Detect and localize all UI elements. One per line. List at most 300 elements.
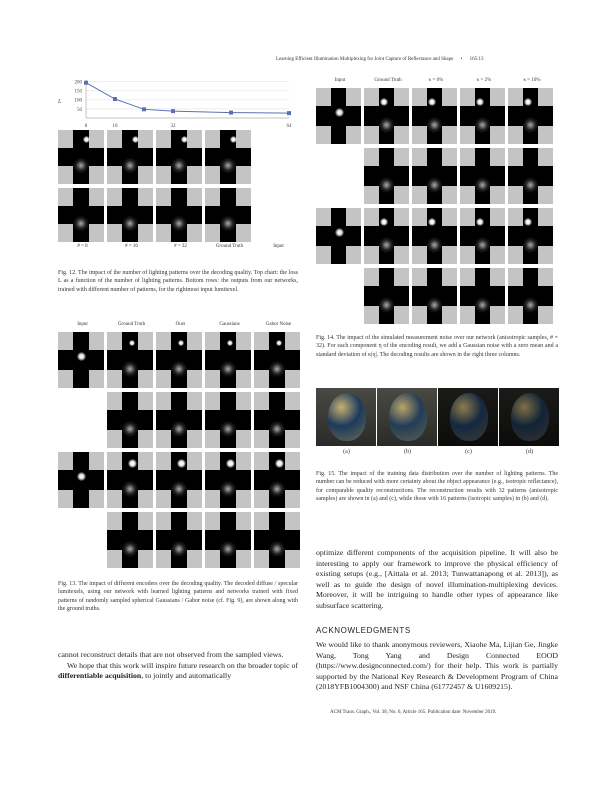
gray-corner <box>538 208 553 226</box>
gray-corner <box>412 246 427 264</box>
diffuse-glow <box>523 177 538 192</box>
fig14-label: Input <box>334 78 346 83</box>
gray-corner <box>187 430 202 448</box>
diffuse-glow <box>379 237 394 252</box>
paragraph <box>58 661 298 682</box>
gray-corner <box>442 88 457 106</box>
gray-corner <box>460 268 475 286</box>
diffuse-glow <box>269 541 285 557</box>
fig12-loss-chart <box>54 76 304 132</box>
diffuse-glow <box>122 481 138 497</box>
specular-highlight <box>177 459 186 468</box>
fig12-caption: Fig. 12. The impact of the number of lighting patterns over the decoding quality. Top chart: the loss L as a function of the number of lighting patterns. Bottom rows: the outputs from our networks, trained with different number of patterns, for the rightmost input lumitexel. <box>58 270 298 293</box>
fig15-render <box>316 388 376 446</box>
lumitexel-tile <box>412 268 457 324</box>
gray-corner <box>254 430 269 448</box>
gray-corner <box>156 370 171 388</box>
fig13-label: Ground Truth <box>117 322 146 327</box>
fig13-label: Input <box>77 322 88 327</box>
data-point <box>287 111 291 115</box>
diffuse-glow <box>220 541 236 557</box>
gray-corner <box>107 550 122 568</box>
fig15-labels <box>316 449 560 459</box>
gray-corner <box>58 224 73 242</box>
fig15-render-row <box>316 388 560 446</box>
specular-highlight <box>276 340 282 346</box>
input-tile <box>58 332 104 388</box>
gray-corner <box>538 148 553 166</box>
header-page-number: 165:13 <box>469 57 484 62</box>
specular-highlight <box>275 459 284 468</box>
input-tile <box>316 88 361 144</box>
diffuse-glow <box>475 297 490 312</box>
gray-corner <box>58 130 73 148</box>
gray-corner <box>156 452 171 470</box>
gray-corner <box>254 370 269 388</box>
gray-corner <box>538 126 553 144</box>
gray-corner <box>236 166 251 184</box>
specular-highlight <box>380 98 388 106</box>
x-tick-label: 64 <box>286 124 292 129</box>
gray-corner <box>236 332 251 350</box>
data-point <box>171 109 175 113</box>
lumitexel-tile <box>107 332 153 388</box>
fig12-label: # = 8 <box>77 244 88 249</box>
lumitexel-tile <box>508 268 553 324</box>
gray-corner <box>236 452 251 470</box>
data-point <box>229 111 233 115</box>
y-tick-label: 200 <box>74 80 82 86</box>
gray-corner <box>394 208 409 226</box>
gray-corner <box>205 490 220 508</box>
egg-object <box>450 393 488 441</box>
gray-corner <box>508 148 523 166</box>
gray-corner <box>538 306 553 324</box>
diffuse-glow <box>220 216 236 232</box>
gray-corner <box>364 246 379 264</box>
lumitexel-tile <box>205 452 251 508</box>
specular-highlight <box>428 218 436 226</box>
acknowledgments-heading: ACKNOWLEDGMENTS <box>316 626 411 635</box>
gray-corner <box>460 208 475 226</box>
gray-corner <box>285 392 300 410</box>
diffuse-glow <box>73 216 89 232</box>
gray-corner <box>205 452 220 470</box>
gray-corner <box>394 148 409 166</box>
gray-corner <box>442 208 457 226</box>
emphasis: differentiable acquisition <box>58 671 142 681</box>
gray-corner <box>156 166 171 184</box>
fig13-image-grid <box>58 332 304 568</box>
input-highlight <box>77 352 86 361</box>
specular-highlight <box>129 340 135 346</box>
gray-corner <box>394 88 409 106</box>
gray-corner <box>490 306 505 324</box>
diffuse-glow <box>475 237 490 252</box>
lumitexel-tile <box>254 332 300 388</box>
lumitexel-tile <box>412 88 457 144</box>
fig13-label: Gabor Noise <box>265 322 292 327</box>
gray-corner <box>490 246 505 264</box>
text-run: , to jointly and automatically <box>141 671 232 681</box>
fig14-caption: Fig. 14. The impact of the simulated measurement noise over our network (anisotropic samples, # = 32). For each component η of the encoding result, we add a Gaussian noise with a zero mean and a standard deviation of κ|η|. The decoding results are shown in the right three columns. <box>316 335 558 358</box>
gray-corner <box>205 188 220 206</box>
gray-corner <box>394 246 409 264</box>
x-tick-label: 32 <box>170 124 176 129</box>
gray-corner <box>364 148 379 166</box>
acknowledgments-text: We would like to thank anonymous reviewers, Xiaohe Ma, Lijian Ge, Jingke Wang, Tong Yang and Design Connected EOOD (https://www.designconnected.com/) for their help. This work is partially supported by the National Key Research & Development Program of China (2018YFB1004300) and NSF China (61772457 & U1609215). <box>316 640 558 692</box>
gray-corner <box>205 370 220 388</box>
gray-corner <box>364 88 379 106</box>
gray-corner <box>107 188 122 206</box>
lumitexel-tile <box>156 130 202 184</box>
diffuse-glow <box>379 117 394 132</box>
gray-corner <box>205 550 220 568</box>
diffuse-glow <box>427 237 442 252</box>
left-column-text <box>58 650 298 682</box>
diffuse-glow <box>269 361 285 377</box>
lumitexel-tile <box>58 188 104 242</box>
gray-corner <box>285 490 300 508</box>
gray-corner <box>508 268 523 286</box>
gray-corner <box>442 306 457 324</box>
paragraph: cannot reconstruct details that are not observed from the sampled views. <box>58 650 284 659</box>
gray-corner <box>138 370 153 388</box>
input-tile <box>316 208 361 264</box>
gray-corner <box>538 246 553 264</box>
gray-corner <box>254 490 269 508</box>
diffuse-glow <box>427 117 442 132</box>
y-tick-label: 150 <box>74 89 82 95</box>
gray-corner <box>236 430 251 448</box>
gray-corner <box>156 490 171 508</box>
gray-corner <box>187 166 202 184</box>
fig14-column-labels <box>316 78 560 88</box>
gray-corner <box>460 148 475 166</box>
gray-corner <box>236 550 251 568</box>
lumitexel-tile <box>205 512 251 568</box>
fig15-render <box>438 388 498 446</box>
gray-corner <box>236 392 251 410</box>
lumitexel-tile <box>364 88 409 144</box>
gray-corner <box>107 130 122 148</box>
gray-corner <box>107 452 122 470</box>
lumitexel-tile <box>205 188 251 242</box>
diffuse-glow <box>379 297 394 312</box>
fig14-label: κ = 2% <box>476 78 492 83</box>
gray-corner <box>508 126 523 144</box>
gray-corner <box>236 512 251 530</box>
gray-corner <box>508 88 523 106</box>
header-bullet: • <box>460 57 463 62</box>
y-tick-label: 100 <box>74 98 82 104</box>
fig12-label: # = 16 <box>125 244 138 249</box>
diffuse-glow <box>523 237 538 252</box>
lumitexel-tile <box>508 148 553 204</box>
lumitexel-tile <box>156 332 202 388</box>
diffuse-glow <box>171 421 187 437</box>
gray-corner <box>254 550 269 568</box>
diffuse-glow <box>122 361 138 377</box>
input-highlight <box>335 108 344 117</box>
gray-corner <box>205 512 220 530</box>
specular-highlight <box>476 98 484 106</box>
lumitexel-tile <box>107 512 153 568</box>
fig15-render <box>377 388 437 446</box>
diffuse-glow <box>122 541 138 557</box>
gray-corner <box>442 246 457 264</box>
lumitexel-tile <box>107 188 153 242</box>
lumitexel-tile <box>156 188 202 242</box>
lumitexel-tile <box>254 392 300 448</box>
gray-corner <box>205 130 220 148</box>
gray-corner <box>205 392 220 410</box>
gray-corner <box>187 550 202 568</box>
gray-corner <box>156 130 171 148</box>
gray-corner <box>236 490 251 508</box>
gray-corner <box>364 306 379 324</box>
gray-corner <box>412 88 427 106</box>
gray-corner <box>138 166 153 184</box>
diffuse-glow <box>220 481 236 497</box>
gray-corner <box>364 126 379 144</box>
lumitexel-tile <box>156 452 202 508</box>
fig14-label: κ = 0% <box>428 78 444 83</box>
gray-corner <box>508 306 523 324</box>
x-tick-label: 16 <box>112 124 118 129</box>
gray-corner <box>138 550 153 568</box>
gray-corner <box>156 550 171 568</box>
diffuse-glow <box>427 297 442 312</box>
lumitexel-tile <box>156 392 202 448</box>
fig13-label: Gaussians <box>219 322 240 327</box>
right-column-text: optimize different components of the acquisition pipeline. It will also be interesting to apply our framework to improve the physical efficiency of existing setups (e.g., [Aittala et al. 2013; Tunwattanapong et al. 2013]), as well as to guide the design of novel illumination-multiplexing devices. Moreover, it will be intriguing to handle other types of appearance like subsurface scattering. <box>316 548 558 610</box>
gray-corner <box>254 392 269 410</box>
gray-corner <box>364 186 379 204</box>
gray-corner <box>156 188 171 206</box>
lumitexel-tile <box>156 512 202 568</box>
fig12-label: Input <box>273 244 284 249</box>
gray-corner <box>442 268 457 286</box>
gray-corner <box>490 88 505 106</box>
egg-object <box>389 393 427 441</box>
diffuse-glow <box>171 158 187 174</box>
data-point <box>142 107 146 111</box>
fig15-label-a: (a) <box>343 449 350 455</box>
gray-corner <box>187 130 202 148</box>
gray-corner <box>412 306 427 324</box>
gray-corner <box>187 452 202 470</box>
gray-corner <box>236 370 251 388</box>
fig12-label: # = 32 <box>174 244 187 249</box>
gray-corner <box>205 430 220 448</box>
gray-corner <box>89 188 104 206</box>
diffuse-glow <box>122 216 138 232</box>
gray-corner <box>138 430 153 448</box>
specular-highlight <box>380 218 388 226</box>
gray-corner <box>490 148 505 166</box>
input-highlight <box>77 472 86 481</box>
gray-corner <box>364 208 379 226</box>
gray-corner <box>205 332 220 350</box>
gray-corner <box>89 224 104 242</box>
specular-highlight <box>476 218 484 226</box>
fig14-label: Ground Truth <box>374 78 402 83</box>
gray-corner <box>107 392 122 410</box>
fig14-label: κ = 10% <box>523 78 541 83</box>
gray-corner <box>490 186 505 204</box>
lumitexel-tile <box>107 392 153 448</box>
gray-corner <box>236 224 251 242</box>
gray-corner <box>412 126 427 144</box>
gray-corner <box>89 130 104 148</box>
gray-corner <box>412 268 427 286</box>
lumitexel-tile <box>412 208 457 264</box>
gray-corner <box>138 224 153 242</box>
x-tick-label: 8 <box>84 124 88 129</box>
gray-corner <box>236 188 251 206</box>
fig12-label: Ground Truth <box>215 244 244 249</box>
diffuse-glow <box>523 297 538 312</box>
input-highlight <box>335 228 344 237</box>
fig12-column-labels <box>58 244 304 254</box>
gray-corner <box>156 512 171 530</box>
lumitexel-tile <box>460 208 505 264</box>
text-run: We hope that this work will inspire future research on the broader topic of <box>67 660 298 670</box>
diffuse-glow <box>523 117 538 132</box>
gray-corner <box>460 306 475 324</box>
gray-corner <box>107 430 122 448</box>
diffuse-glow <box>475 117 490 132</box>
gray-corner <box>107 370 122 388</box>
gray-corner <box>107 490 122 508</box>
lumitexel-tile <box>364 268 409 324</box>
gray-corner <box>205 224 220 242</box>
diffuse-glow <box>269 421 285 437</box>
lumitexel-tile <box>205 130 251 184</box>
fig13-label: Ours <box>175 322 186 327</box>
gray-corner <box>187 188 202 206</box>
running-header <box>276 57 484 62</box>
diffuse-glow <box>122 158 138 174</box>
specular-highlight <box>178 340 184 346</box>
gray-corner <box>538 268 553 286</box>
input-tile <box>58 452 104 508</box>
gray-corner <box>156 392 171 410</box>
gray-corner <box>538 186 553 204</box>
diffuse-glow <box>171 361 187 377</box>
gray-corner <box>236 130 251 148</box>
fig15-caption: Fig. 15. The impact of the training data distribution over the number of lighting patterns. The number can be reduced with more certainty about the object appearance (e.g., isotropic reflectance), for comparable quality reconstructions. The reconstruction results with 32 patterns (anisotropic samples) are shown in (a) and (c), while those with 16 patterns (isotropic samples) in (b) and (d). <box>316 471 558 502</box>
specular-highlight <box>128 459 137 468</box>
diffuse-glow <box>171 541 187 557</box>
gray-corner <box>187 512 202 530</box>
data-point <box>84 81 88 85</box>
gray-corner <box>285 430 300 448</box>
gray-corner <box>394 268 409 286</box>
gray-corner <box>187 490 202 508</box>
gray-corner <box>508 246 523 264</box>
lumitexel-tile <box>364 208 409 264</box>
diffuse-glow <box>427 177 442 192</box>
y-axis-label: L <box>58 99 62 105</box>
fig13-column-labels <box>58 322 304 332</box>
gray-corner <box>364 268 379 286</box>
gray-corner <box>490 126 505 144</box>
diffuse-glow <box>220 158 236 174</box>
lumitexel-tile <box>107 452 153 508</box>
lumitexel-tile <box>254 452 300 508</box>
gray-corner <box>285 452 300 470</box>
lumitexel-tile <box>460 268 505 324</box>
gray-corner <box>460 246 475 264</box>
lumitexel-tile <box>107 130 153 184</box>
gray-corner <box>538 88 553 106</box>
gray-corner <box>138 512 153 530</box>
gray-corner <box>394 126 409 144</box>
gray-corner <box>138 490 153 508</box>
gray-corner <box>285 332 300 350</box>
gray-corner <box>460 126 475 144</box>
gray-corner <box>138 332 153 350</box>
diffuse-glow <box>379 177 394 192</box>
gray-corner <box>412 186 427 204</box>
gray-corner <box>107 224 122 242</box>
fig12-image-grid <box>58 130 304 242</box>
data-point <box>113 97 117 101</box>
gray-corner <box>138 130 153 148</box>
diffuse-glow <box>171 216 187 232</box>
fig15-label-b: (b) <box>404 449 411 455</box>
fig15-render <box>499 388 559 446</box>
gray-corner <box>490 268 505 286</box>
gray-corner <box>107 166 122 184</box>
gray-corner <box>508 186 523 204</box>
gray-corner <box>138 188 153 206</box>
egg-object <box>328 393 366 441</box>
gray-corner <box>442 126 457 144</box>
diffuse-glow <box>73 158 89 174</box>
fig13-caption: Fig. 13. The impact of different encoders over the decoding quality. The decoded diffuse / specular lumitexels, using our network with learned lighting patterns and networks trained with fixed patterns of randomly sampled spherical Gaussians / Gabor noise (cf. Fig. 9), are shown along with the ground truths. <box>58 581 298 612</box>
gray-corner <box>156 332 171 350</box>
diffuse-glow <box>220 421 236 437</box>
y-tick-label: 50 <box>77 107 82 113</box>
specular-highlight <box>524 98 532 106</box>
gray-corner <box>187 392 202 410</box>
gray-corner <box>490 208 505 226</box>
gray-corner <box>156 430 171 448</box>
page-footer: ACM Trans. Graph., Vol. 38, No. 6, Article 165. Publication date: November 2019. <box>330 710 497 715</box>
gray-corner <box>187 224 202 242</box>
gray-corner <box>285 512 300 530</box>
gray-corner <box>89 166 104 184</box>
gray-corner <box>58 166 73 184</box>
diffuse-glow <box>171 481 187 497</box>
fig14-image-grid <box>316 88 560 324</box>
gray-corner <box>460 186 475 204</box>
lumitexel-tile <box>254 512 300 568</box>
gray-corner <box>442 148 457 166</box>
header-title: Learning Efficient Illumination Multiplexing for Joint Capture of Reflectance and Shape <box>276 57 454 62</box>
lumitexel-tile <box>205 332 251 388</box>
fig15-label-c: (c) <box>465 449 472 455</box>
diffuse-glow <box>220 361 236 377</box>
lumitexel-tile <box>460 88 505 144</box>
gray-corner <box>508 208 523 226</box>
gray-corner <box>460 88 475 106</box>
specular-highlight <box>524 218 532 226</box>
gray-corner <box>285 370 300 388</box>
